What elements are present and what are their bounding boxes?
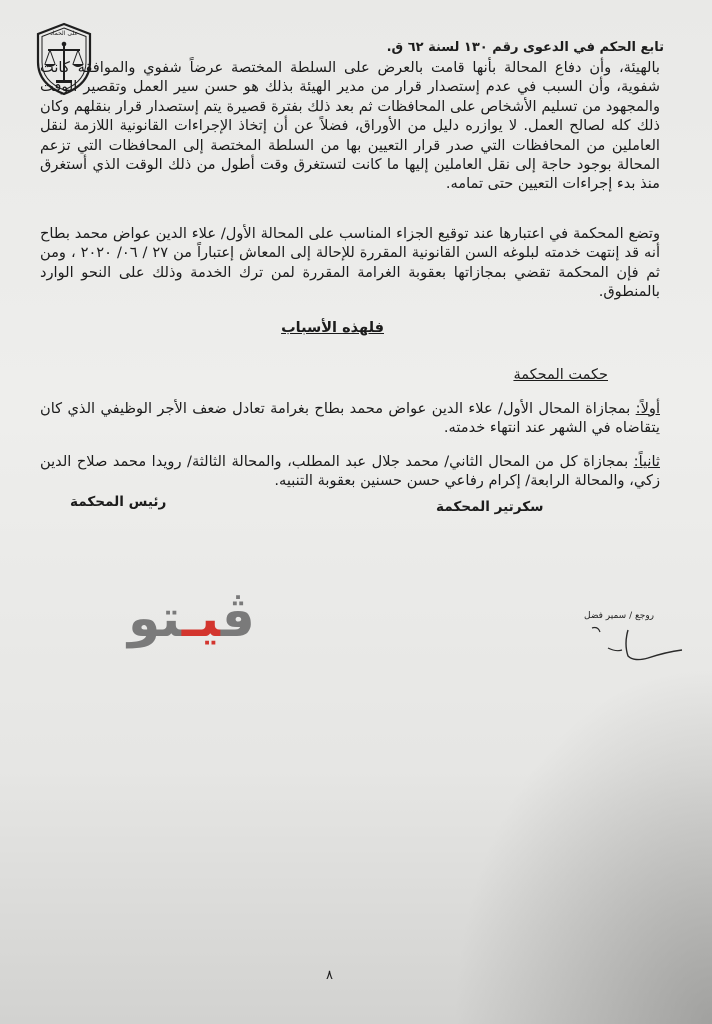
- case-reference: تابع الحكم في الدعوى رقم ١٣٠ لسنة ٦٢ ق.: [386, 40, 664, 55]
- watermark-part-1: ڤ: [220, 589, 255, 649]
- handwritten-initial-icon: [588, 622, 686, 666]
- court-president-signature: رئيس المحكمة: [70, 494, 167, 510]
- court-secretary-signature: سكرتير المحكمة: [436, 499, 544, 515]
- page-shadow: [452, 664, 712, 1024]
- verdict-item-2-text: بمجازاة كل من المحال الثاني/ محمد جلال عبد المطلب، والمحالة الثالثة/ رويدا محمد صلاح الدين زكي، والمحالة الرابعة/ إكرام رفاعي حسن حسنين بعقوبة التنبيه.: [40, 453, 660, 490]
- logo-caption: على الحماد: [50, 30, 78, 37]
- watermark-part-2: يـ: [181, 589, 221, 649]
- watermark-part-3: تو: [128, 589, 182, 649]
- site-watermark: [128, 588, 255, 650]
- causes-heading: فلهذه الأسباب: [281, 320, 384, 336]
- body-paragraph-1: بالهيئة، وأن دفاع المحالة بأنها قامت بالعرض على السلطة المختصة عرضاً شفوي والموافقة كانت شفوية، وأن السبب في عدم إستصدار قرار من مدير الهيئة بذلك هو حسن سير العمل وتقصير الوقت والمجهود من تسليم الأشخاص على المحافظات ثم بعد ذلك بفترة قصيرة يتم إستصدار قرار بنقلهم وكان ذلك كله لصالح العمل. لا يوازره دليل من الأوراق، فضلاً عن أن إتخاذ الإجراءات القانونية اللازمة لنقل العاملين من المحافظات التي صدر قرار التعيين بها من السلطة المختصة إلى المحافظات التي تزعم المحالة بوجود حاجة إلى نقل العاملين إليها ما كانت لتستغرق وقت أطول من ذلك الوقت الذي أستغرق منذ بدء إجراءات التعيين حتى تمامه.: [40, 59, 660, 193]
- verdict-item-2-label: ثانياً:: [633, 453, 660, 470]
- body-paragraph-2: وتضع المحكمة في اعتبارها عند توقيع الجزاء المناسب على المحالة الأول/ علاء الدين عواض محمد بطاح أنه قد إنتهت خدمته لبلوغه السن القانونية المقررة للإحالة إلى المعاش إعتباراً من ٢٧ / ٠٦/ ٢٠٢٠ ، ومن ثم فإن المحكمة تقضي بمجازاتها بعقوبة الغرامة المقررة لمن ترك الخدمة وذلك على النحو الوارد بالمنطوق.: [40, 225, 660, 301]
- verdict-item-1: [40, 399, 660, 438]
- verdict-item-1-text: بمجازاة المحال الأول/ علاء الدين عواض محمد بطاح بغرامة تعادل ضعف الأجر الوظيفي الذي كان يتقاضاه في الشهر عند انتهاء خدمته.: [40, 400, 660, 437]
- verdict-item-1-label: أولاً:: [635, 400, 660, 417]
- court-ruled-heading: حكمت المحكمة: [513, 367, 608, 383]
- review-note: روجع / سمير فضل: [584, 611, 655, 621]
- page-number: ٨: [326, 968, 333, 983]
- verdict-item-2: [40, 452, 660, 491]
